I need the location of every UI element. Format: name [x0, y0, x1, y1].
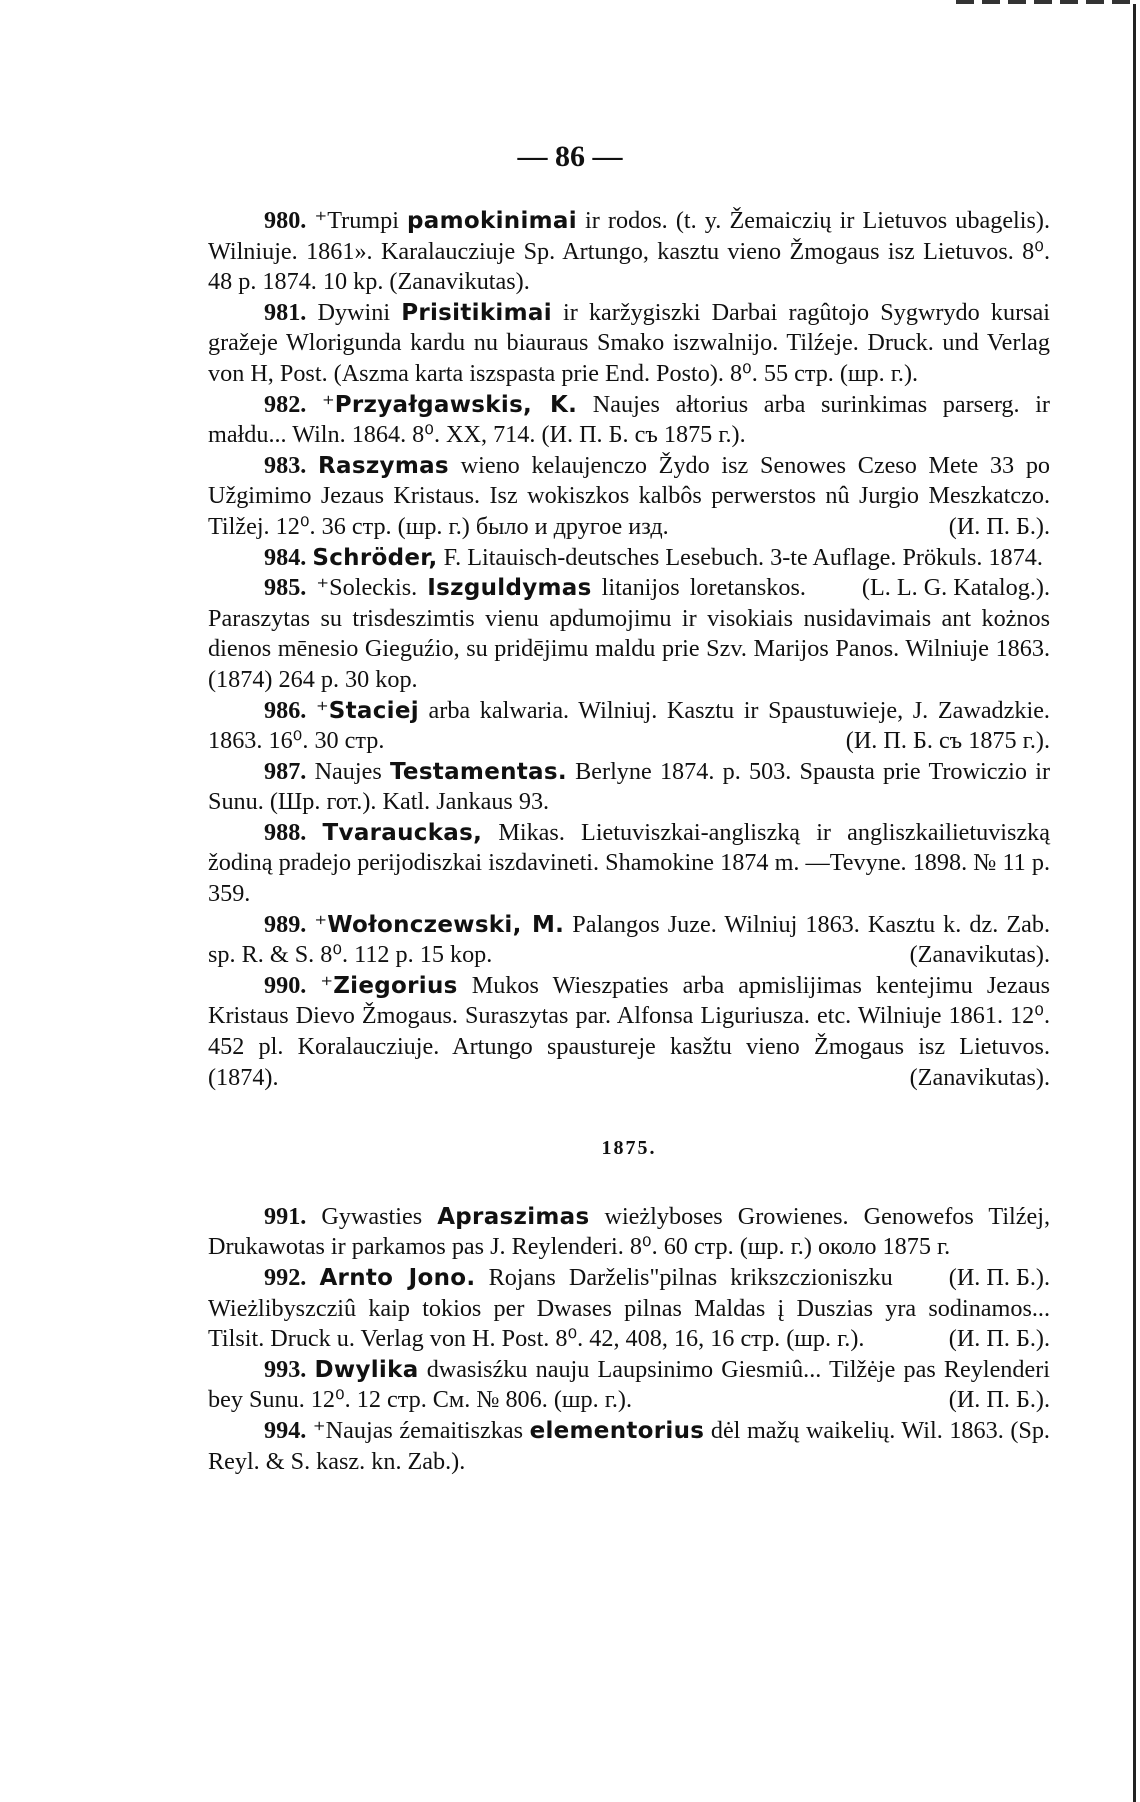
bibliography-entry — [208, 971, 1050, 1093]
page-number: — 86 — — [517, 140, 623, 173]
bibliography-entry — [208, 1355, 1050, 1416]
entry-text-before: ⁺Naujas źemaitiszkas — [306, 1416, 530, 1444]
entry-text-after: wieno kelaujenczo Žydo isz Senowes Czeso Mete 33 po Užgimimo Jezaus Kristaus. Isz wokiszkos kalbôs perwerstos nû Jurgio Meszkatczo. Tilžej. 12⁰. 36 стр. (шр. г.) было и другое изд. — [208, 451, 1051, 540]
entry-source: (И. П. Б.). — [948, 1264, 1050, 1291]
bibliography-entry — [208, 818, 1050, 910]
entry-list-1874 — [208, 206, 1050, 1093]
entry-keyword: Staciej — [328, 697, 419, 724]
entry-number: 989. — [264, 910, 307, 938]
entry-text-before: ⁺Trumpi — [306, 207, 408, 234]
entry-text-after: dėl mažų waikelių. Wil. 1863. (Sp. Reyl. & S. kasz. kn. Zab.). — [208, 1416, 1050, 1475]
entry-number: 980. — [264, 207, 307, 234]
bibliography-entry — [208, 1416, 1050, 1477]
entry-keyword: Apraszimas — [437, 1203, 590, 1230]
entry-number: 984. — [264, 543, 307, 571]
entry-text-after: ir rodos. (t. y. Žemaiczių ir Lietuvos ubagelis). Wilniuje. 1861». Karalaucziuje Sp. Artungo, kasztu vieno Žmogaus isz Lietuvos. 8⁰. 48 p. 1874. 10 kp. (Zanavikutas). — [208, 207, 1051, 296]
entry-text-after: F. Litauisch-deutsches Lesebuch. 3-te Auflage. Prökuls. 1874. — [437, 543, 1043, 571]
entry-source: (И. П. Б.). — [948, 1325, 1050, 1353]
entry-text-after: Naujes ałtorius arba surinkimas parserg. ir małdu... Wiln. 1864. 8⁰. XX, 714. (И. П. Б. съ 1875 г.). — [208, 390, 1050, 449]
entry-text-after: Berlyne 1874. p. 503. Spausta prie Trowiczio ir Sunu. (Шр. гот.). Katl. Jankaus 93. — [208, 757, 1051, 816]
entry-source: (И. П. Б.). — [948, 512, 1050, 540]
entry-number: 990. — [264, 971, 307, 999]
entry-keyword: Prisitikimai — [401, 299, 552, 326]
entry-text-after: ir karžygiszki Darbai ragûtojo Sygwrydo kursai gražeje Wlorigunda kardu nu biauraus Smako iszwalnijo. Tilźeje. Druck. und Verlag von H, Post. (Aszma karta iszspasta prie End. Posto). 8⁰. 55 стр. (шр. г.). — [208, 298, 1050, 387]
entry-keyword: Iszguldymas — [427, 575, 592, 602]
entry-text-before — [306, 1356, 314, 1383]
entry-keyword: Dwylika — [314, 1356, 419, 1383]
entry-text-after: wieżlyboses Growienes. Genowefos Tilźej, Drukawotas ir parkamos pas J. Reylenderi. 8⁰. 60 стр. (шр. г.) около 1875 г. — [208, 1202, 1050, 1261]
entry-text-after: Mikas. Lietuviszkai-angliszką ir angliszkailietuviszką žodiną pradejo perijodiszkai iszdavineti. Shamokine 1874 m. —Tevyne. 1898. № 11 p. 359. — [208, 818, 1051, 908]
entry-number: 983. — [264, 451, 307, 479]
entry-text-before: ⁺ — [306, 971, 334, 999]
entry-text-before: ⁺Soleckis. — [306, 574, 428, 602]
bibliography-entry — [208, 910, 1050, 971]
entry-keyword: Ziegorius — [333, 972, 458, 999]
bibliography-entry — [208, 757, 1050, 818]
entry-keyword: pamokinimai — [407, 208, 577, 234]
entry-text-before — [306, 452, 318, 479]
entry-text-after: litanijos loretanskos. Paraszytas su trisdeszimtis vienu apdumojimu ir visokiais nusidavimais ant kożnos dienos mēnesio Gieguźio, su pridējimu maldu prie Szv. Marijos Panos. Wilniuje 1863. (1874) 264 p. 30 kop. — [208, 574, 1050, 693]
entry-text-after: arba kalwaria. Wilniuj. Kasztu ir Spaustuwieje, J. Zawadzkie. 1863. 16⁰. 30 стр. — [208, 696, 1050, 755]
entry-text-after: Mukos Wieszpaties arba apmislijimas kentejimu Jezaus Kristaus Dievo Žmogaus. Suraszytas par. Alfonsa Liguriusza. etc. Wilniuje 1861. 12⁰. 452 pl. Koralaucziuje. Artungo spaustureje kasžtu vieno Žmogaus isz Lietuvos. (1874). — [208, 971, 1050, 1091]
entry-number: 981. — [264, 298, 307, 326]
entry-text-before: Naujes — [306, 757, 390, 785]
entry-keyword: Tvarauckas, — [322, 819, 483, 846]
entry-keyword: Wołonczewski, M. — [327, 911, 565, 938]
entry-text-after: Rojans Darželis"pilnas krikszczioniszku Wieżlibyszcziû kaip tokios per Dwases pilnas Maldas į Duszias yra sodinamos... Tilsit. Druck u. Verlag von H. Post. 8⁰. 42, 408, 16, 16 стр. (шр. г.). — [208, 1264, 1050, 1353]
entry-text-before — [306, 1264, 319, 1291]
entry-number: 986. — [264, 696, 307, 724]
entry-text-before: Gywasties — [306, 1202, 438, 1230]
bibliography-entry — [208, 206, 1050, 298]
entry-text-before: ⁺ — [306, 390, 335, 418]
entry-source: (И. П. Б. съ 1875 г.). — [845, 727, 1050, 755]
entry-keyword: Arnto Jono. — [319, 1265, 476, 1291]
entry-keyword: elementorius — [529, 1417, 705, 1444]
page-edge-top — [956, 0, 1136, 4]
entry-text-before: ⁺ — [306, 696, 329, 724]
entry-text-before: ⁺ — [306, 910, 328, 938]
entry-keyword: Testamentas. — [389, 758, 567, 785]
entry-number: 994. — [264, 1416, 307, 1444]
entry-text-after: Palangos Juze. Wilniuj 1863. Kasztu k. dz. Zab. sp. R. & S. 8⁰. 112 p. 15 kop. — [208, 910, 1050, 969]
entry-text-before — [306, 819, 322, 846]
entry-number: 987. — [264, 757, 307, 785]
entry-keyword: Przyałgawskis, K. — [334, 391, 578, 418]
entry-list-1875 — [208, 1202, 1050, 1477]
bibliography-entry — [208, 390, 1050, 451]
page-edge-line — [1133, 0, 1136, 1802]
bibliography-entry — [208, 451, 1050, 543]
entry-keyword: Raszymas — [318, 452, 449, 479]
bibliography-entry — [208, 696, 1050, 757]
entry-number: 992. — [264, 1264, 307, 1291]
entry-source: (И. П. Б.). — [948, 1386, 1050, 1414]
bibliography-entry — [208, 298, 1050, 390]
entry-number: 988. — [264, 818, 307, 846]
year-heading: 1875. — [601, 1137, 657, 1160]
entry-source: (L. L. G. Katalog.). — [861, 574, 1050, 602]
entry-keyword: Schröder, — [312, 544, 438, 571]
entry-number: 991. — [264, 1202, 307, 1230]
entry-text-after: dwasisźku nauju Laupsinimo Giesmiû... Tilžėje pas Reylenderi bey Sunu. 12⁰. 12 стр. См. № 806. (шр. г.). — [208, 1355, 1051, 1414]
entry-number: 985. — [264, 574, 307, 602]
entry-source: (Zanavikutas). — [909, 941, 1050, 969]
entry-source: (Zanavikutas). — [909, 1063, 1050, 1091]
entry-number: 982. — [264, 390, 307, 418]
entry-number: 993. — [264, 1355, 307, 1383]
bibliography-body — [208, 206, 1050, 1477]
entry-text-before: Dywini — [306, 298, 402, 326]
